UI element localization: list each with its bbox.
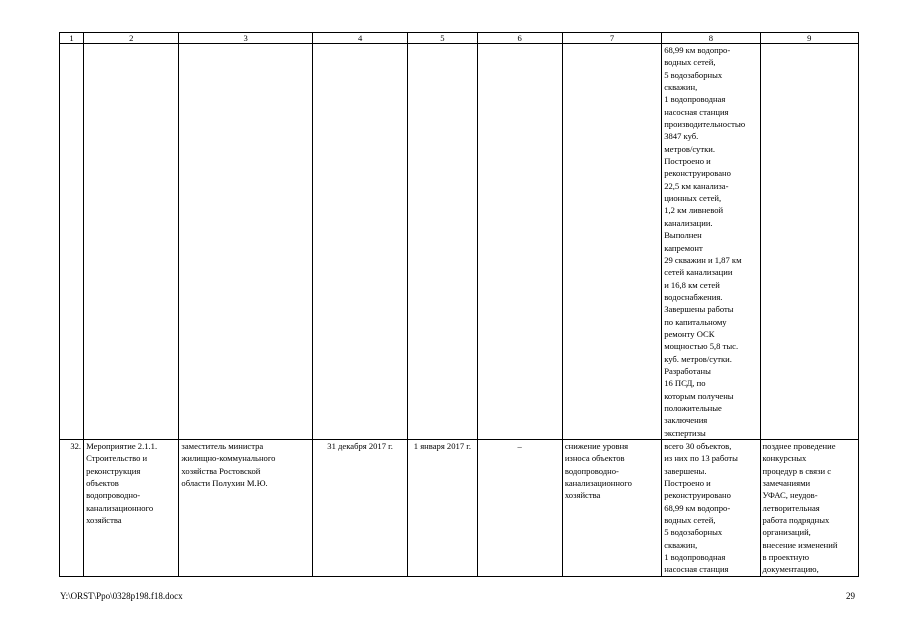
footer-file-path: Y:\ORST\Ppo\0328p198.f18.docx [60, 591, 183, 601]
table-cell [312, 44, 407, 440]
report-table [59, 32, 859, 577]
column-number-row [60, 33, 859, 44]
column-number: 7 [562, 33, 661, 44]
page-number: 29 [846, 591, 855, 601]
column-number: 1 [60, 33, 84, 44]
column-number: 8 [662, 33, 760, 44]
planned-date-cell: 31 декабря 2017 г. [312, 440, 407, 577]
column-number: 5 [408, 33, 477, 44]
dash-cell: – [477, 440, 562, 577]
table-cell [477, 44, 562, 440]
column-number: 3 [179, 33, 313, 44]
column-number: 4 [312, 33, 407, 44]
table-row [60, 44, 859, 440]
activity-cell: Мероприятие 2.1.1. Строительство и реконструкция объектов водопроводно- канализационного хозяйства [84, 440, 179, 577]
table-cell [408, 44, 477, 440]
row-number-cell: 32. [60, 440, 84, 577]
table-cell [760, 44, 858, 440]
expected-result-cell: снижение уровня износа объектов водопроводно- канализационного хозяйства [562, 440, 661, 577]
actual-result-cell: 68,99 км водопро- водных сетей, 5 водозаборных скважин, 1 водопроводная насосная станция производительностью 3847 куб. метров/сутки. Построено и реконструировано 22,5 км канализа- ционных сетей, 1,2 км ливневой канализации. Выполнен капремонт 29 скважин и 1,87 км сетей канализации и 16,8 км сетей водоснабжения. Завершены работы по капитальному ремонту ОСК мощностью 5,8 тыс. куб. метров/сутки. Разработаны 16 ПСД, по которым получены положительные заключения экспертизы [662, 44, 760, 440]
column-number: 9 [760, 33, 858, 44]
table-cell [179, 44, 313, 440]
table-row [60, 440, 859, 577]
table-cell [84, 44, 179, 440]
table-cell [60, 44, 84, 440]
start-date-cell: 1 января 2017 г. [408, 440, 477, 577]
column-number: 2 [84, 33, 179, 44]
actual-result-cell: всего 30 объектов, из них по 13 работы завершены. Построено и реконструировано 68,99 км водопро- водных сетей, 5 водозаборных скважин, 1 водопроводная насосная станция [662, 440, 760, 577]
column-number: 6 [477, 33, 562, 44]
reasons-cell: позднее проведение конкурсных процедур в связи с замечаниями УФАС, неудов- летворительная работа подрядных организаций, внесение изменений в проектную документацию, [760, 440, 858, 577]
responsible-cell: заместитель министра жилищно-коммунального хозяйства Ростовской области Полухин М.Ю. [179, 440, 313, 577]
table-cell [562, 44, 661, 440]
